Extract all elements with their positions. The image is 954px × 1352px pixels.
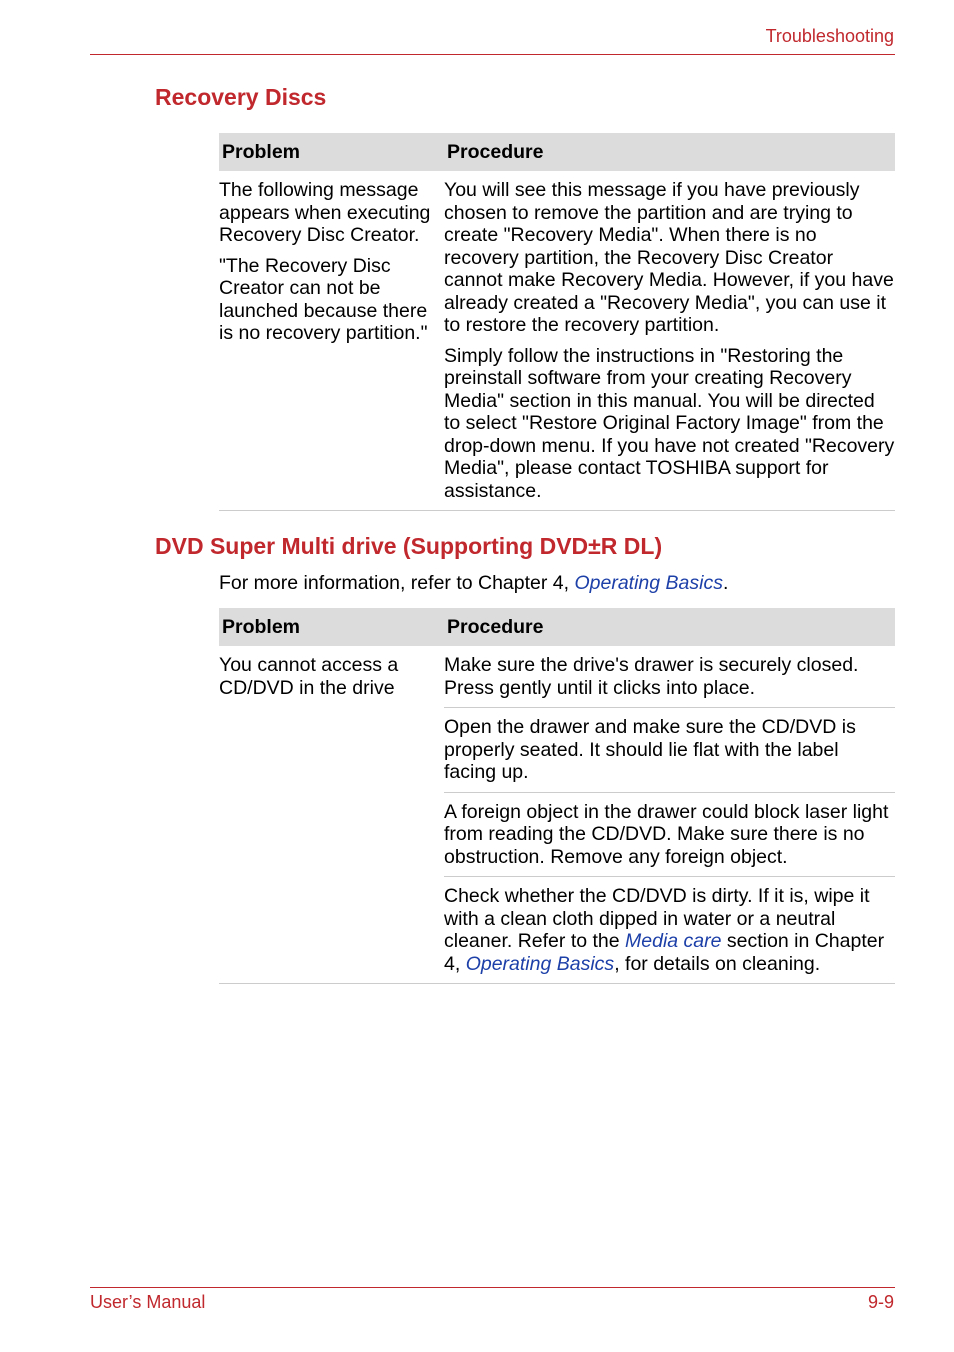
- column-header-procedure: Procedure: [444, 608, 895, 646]
- table-row: [219, 646, 895, 708]
- procedure-text: , for details on cleaning.: [614, 952, 821, 975]
- table-header-row: [219, 133, 895, 171]
- running-header: Troubleshooting: [765, 26, 894, 46]
- header-rule: [90, 54, 895, 55]
- procedure-cell: [444, 171, 895, 511]
- procedure-text: Simply follow the instructions in "Restoring the preinstall software from your creating Recovery Media" section in this manual. You will be directed to select "Restore Original Factory Image" from the drop-down menu. If you have not created "Recovery Media", please contact TOSHIBA support for assistance.: [444, 344, 895, 502]
- procedure-text: Check whether the CD/DVD is dirty. If it is, wipe it with a clean cloth dipped in water or a neutral cleaner. Refer to the: [444, 885, 870, 952]
- page-number: 9-9: [867, 1292, 894, 1312]
- link-operating-basics[interactable]: Operating Basics: [465, 952, 615, 975]
- problem-text: The following message appears when executing Recovery Disc Creator.: [219, 179, 431, 246]
- footer-rule: [90, 1287, 895, 1288]
- dvd-drive-table: [219, 608, 895, 984]
- recovery-discs-table: [219, 133, 895, 511]
- section-title-dvd-super-multi: DVD Super Multi drive (Supporting DVD±R DL): [155, 533, 663, 559]
- procedure-cell: Make sure the drive's drawer is securely closed. Press gently until it clicks into place.: [444, 646, 895, 708]
- procedure-cell: Open the drawer and make sure the CD/DVD is properly seated. It should lie flat with the label facing up.: [444, 708, 895, 793]
- table-row: [219, 171, 895, 511]
- procedure-text: You will see this message if you have previously chosen to remove the partition and are trying to create "Recovery Media". When there is no recovery partition, the Recovery Disc Creator cannot make Recovery Media. However, if you have already created a "Recovery Media", you can use it to restore the recovery partition.: [444, 179, 894, 336]
- column-header-procedure: Procedure: [444, 133, 895, 171]
- link-operating-basics[interactable]: Operating Basics: [574, 572, 723, 594]
- section-title-recovery-discs: Recovery Discs: [155, 84, 327, 110]
- link-media-care[interactable]: Media care: [625, 930, 722, 952]
- problem-cell: [219, 171, 444, 511]
- intro-text: [219, 572, 728, 595]
- column-header-problem: Problem: [219, 608, 444, 646]
- footer-manual-title: User’s Manual: [90, 1292, 206, 1312]
- problem-message: "The Recovery Disc Creator can not be launched because there is no recovery partition.": [219, 254, 428, 344]
- procedure-cell: A foreign object in the drawer could block laser light from reading the CD/DVD. Make sure there is no obstruction. Remove any foreign object.: [444, 792, 895, 877]
- procedure-cell: [444, 877, 895, 984]
- problem-cell: You cannot access a CD/DVD in the drive: [219, 646, 444, 984]
- column-header-problem: Problem: [219, 133, 444, 171]
- procedure-text: section in Chapter 4,: [444, 930, 885, 975]
- table-header-row: [219, 608, 895, 646]
- intro-prefix: For more information, refer to Chapter 4,: [219, 572, 575, 594]
- intro-suffix: .: [722, 572, 729, 594]
